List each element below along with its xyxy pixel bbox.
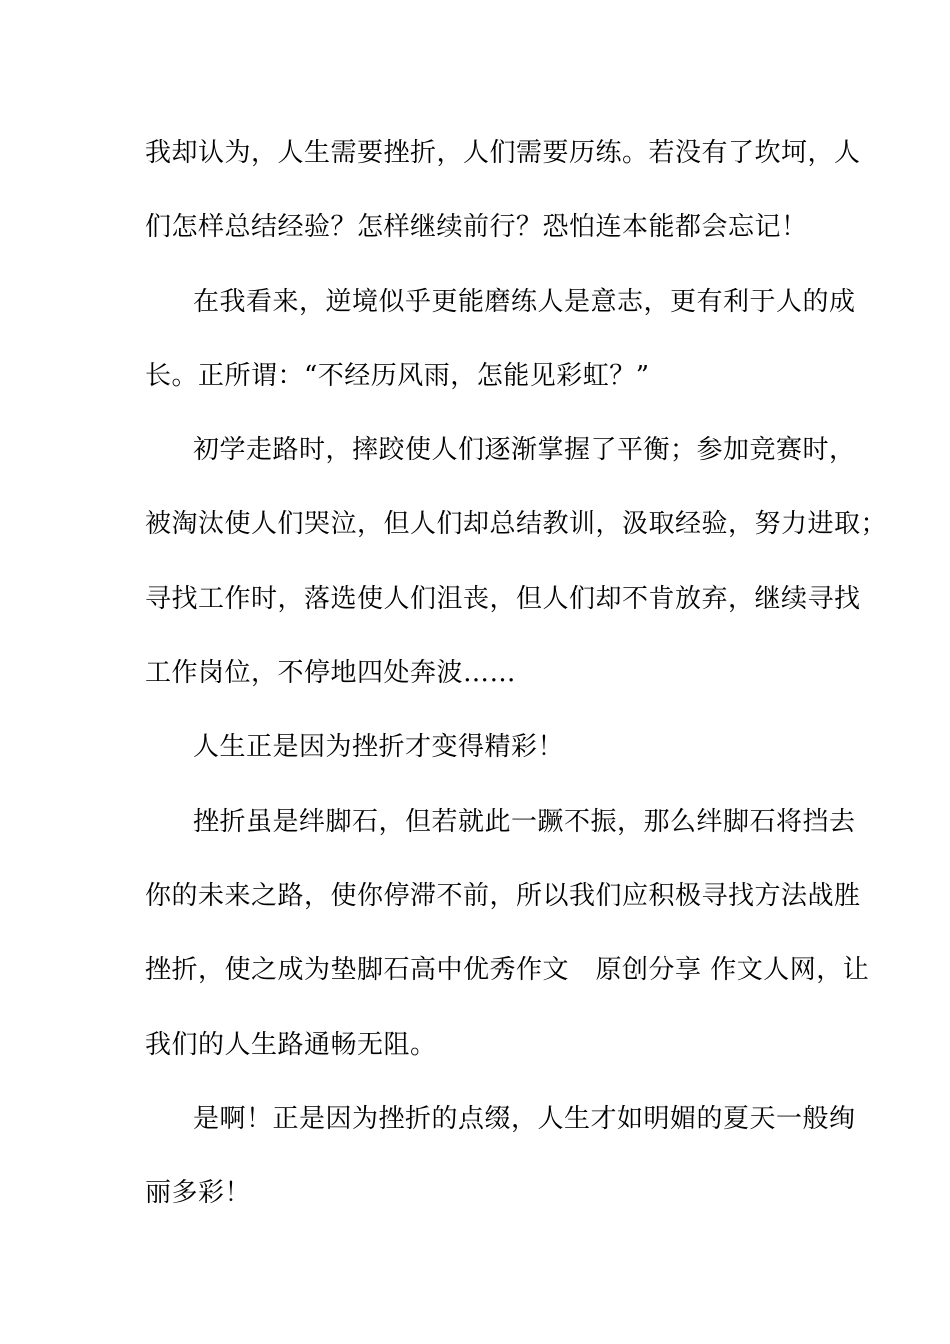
paragraph-3-line-3: 寻找工作时，落选使人们沮丧，但人们却不肯放弃，继续寻找 — [145, 584, 861, 614]
paragraph-5-line-2: 你的未来之路，使你停滞不前，所以我们应积极寻找方法战胜 — [145, 881, 861, 911]
paragraph-2-line-2: 长。正所谓：“不经历风雨，怎能见彩虹？” — [145, 361, 650, 391]
paragraph-3-line-4: 工作岗位，不停地四处奔波…… — [145, 658, 517, 688]
paragraph-3-line-1: 初学走路时，摔跤使人们逐渐掌握了平衡；参加竞赛时， — [193, 435, 856, 465]
paragraph-6-line-2: 丽多彩！ — [145, 1178, 252, 1208]
paragraph-1-line-2: 们怎样总结经验？怎样继续前行？恐怕连本能都会忘记！ — [145, 212, 808, 242]
paragraph-6-line-1: 是啊！正是因为挫折的点缀，人生才如明媚的夏天一般绚 — [193, 1104, 856, 1134]
paragraph-1-line-1: 我却认为，人生需要挫折，人们需要历练。若没有了坎坷，人 — [145, 138, 861, 168]
paragraph-5-line-4: 我们的人生路通畅无阻。 — [145, 1030, 437, 1060]
paragraph-3-line-2: 被淘汰使人们哭泣，但人们却总结教训，汲取经验，努力进取； — [145, 509, 888, 539]
paragraph-2-line-1: 在我看来，逆境似乎更能磨练人是意志，更有利于人的成 — [193, 287, 856, 317]
paragraph-5-line-1: 挫折虽是绊脚石，但若就此一蹶不振，那么绊脚石将挡去 — [193, 807, 856, 837]
paragraph-5-line-3: 挫折，使之成为垫脚石高中优秀作文 原创分享 作文人网，让 — [145, 955, 870, 985]
paragraph-4-line-1: 人生正是因为挫折才变得精彩！ — [193, 732, 565, 762]
